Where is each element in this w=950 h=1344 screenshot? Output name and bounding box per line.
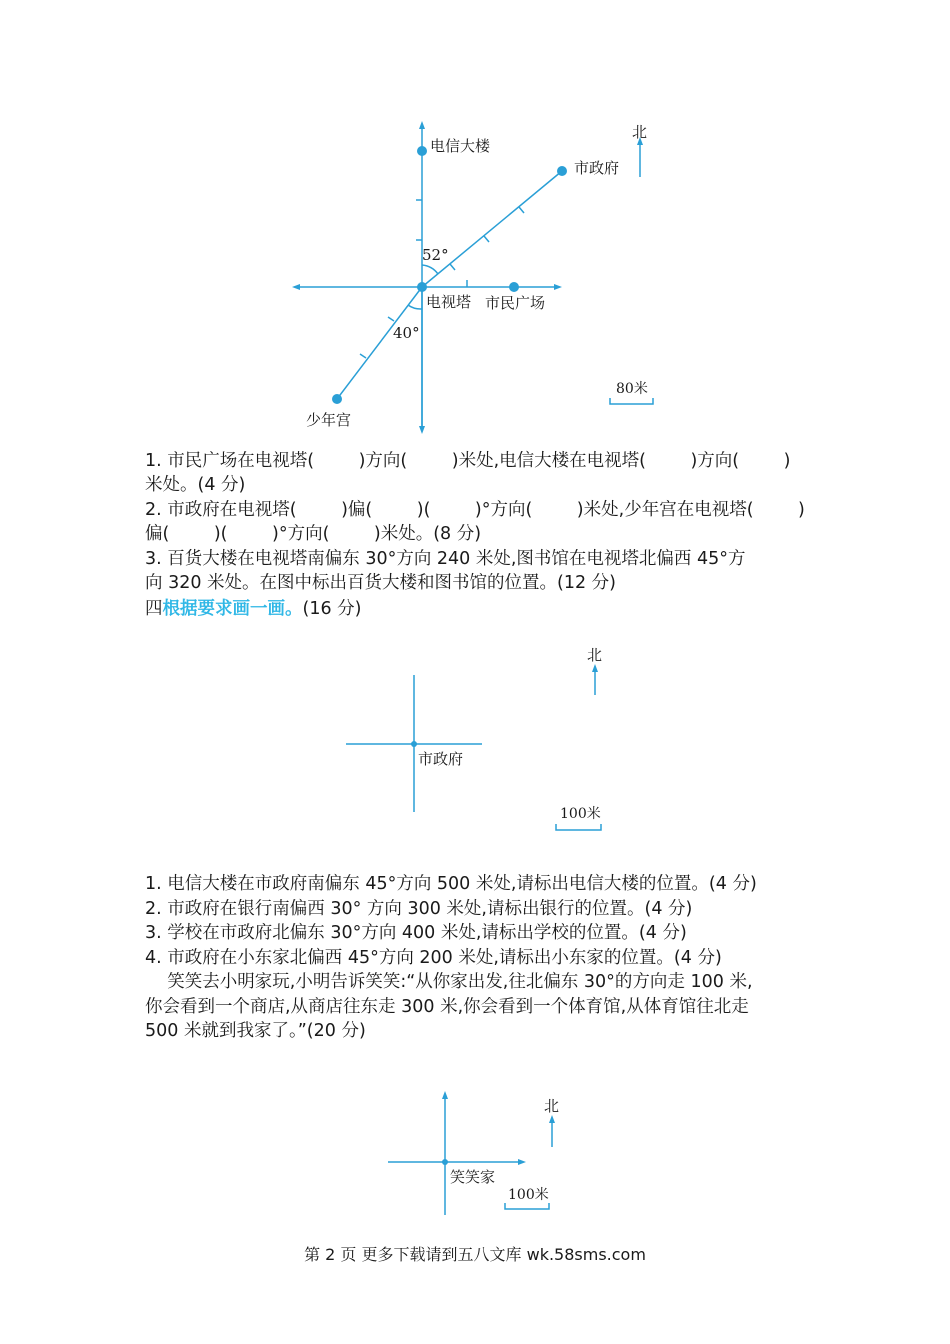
section4-heading bbox=[145, 597, 362, 621]
scale-bar bbox=[505, 1203, 549, 1209]
q4-line-2: 2. 市政府在银行南偏西 30° 方向 300 米处,请标出银行的位置。(4 分) bbox=[145, 899, 693, 919]
angle-sw: 40° bbox=[393, 324, 420, 342]
q3-line-1: 1. 市民广场在电视塔( )方向( )米处,电信大楼在电视塔( )方向( ) bbox=[145, 451, 791, 471]
scale-label: 80米 bbox=[616, 381, 648, 397]
label-city-gov: 市政府 bbox=[574, 159, 620, 177]
youth-palace-dot bbox=[332, 394, 342, 404]
ray-to-youth-palace bbox=[337, 287, 422, 399]
center-dot bbox=[411, 741, 417, 747]
figure3-direction-map bbox=[380, 1085, 580, 1225]
telecom-dot bbox=[417, 146, 427, 156]
q3-line-4: 偏( )( )°方向( )米处。(8 分) bbox=[145, 524, 482, 544]
q4-line-4: 4. 市政府在小东家北偏西 45°方向 200 米处,请标出小东家的位置。(4 分) bbox=[145, 948, 722, 968]
q3-line-5: 3. 百货大楼在电视塔南偏东 30°方向 240 米处,图书馆在电视塔北偏西 45°方 bbox=[145, 549, 746, 569]
scale-label: 100米 bbox=[560, 806, 601, 822]
north-label: 北 bbox=[544, 1097, 560, 1115]
label-telecom: 电信大楼 bbox=[430, 137, 491, 155]
center-dot bbox=[442, 1159, 448, 1165]
north-label: 北 bbox=[632, 123, 648, 141]
q4-line-3: 3. 学校在市政府北偏东 30°方向 400 米处,请标出学校的位置。(4 分) bbox=[145, 923, 687, 943]
north-label: 北 bbox=[587, 646, 603, 664]
story-line-2: 你会看到一个商店,从商店往东走 300 米,你会看到一个体育馆,从体育馆往北走 bbox=[145, 997, 749, 1017]
q4-line-1: 1. 电信大楼在市政府南偏东 45°方向 500 米处,请标出电信大楼的位置。(4 分) bbox=[145, 874, 757, 894]
scale-label: 100米 bbox=[508, 1187, 549, 1203]
figure1-direction-map bbox=[280, 115, 680, 435]
angle-ne: 52° bbox=[422, 246, 449, 264]
scale-bar bbox=[610, 398, 653, 404]
figure2-direction-map bbox=[340, 640, 620, 840]
section4-number: 四 bbox=[145, 599, 163, 619]
plaza-dot bbox=[509, 282, 519, 292]
label-youth-palace: 少年宫 bbox=[306, 411, 352, 429]
label-plaza: 市民广场 bbox=[485, 294, 546, 312]
section4-points: (16 分) bbox=[302, 599, 362, 619]
tv-tower-dot bbox=[417, 282, 427, 292]
page-footer: 第 2 页 更多下载请到五八文库 wk.58sms.com bbox=[304, 1245, 646, 1264]
story-line-1: 笑笑去小明家玩,小明告诉笑笑:“从你家出发,往北偏东 30°的方向走 100 米, bbox=[145, 972, 753, 992]
q3-line-3: 2. 市政府在电视塔( )偏( )( )°方向( )米处,少年宫在电视塔( ) bbox=[145, 500, 805, 520]
q3-line-6: 向 320 米处。在图中标出百货大楼和图书馆的位置。(12 分) bbox=[145, 573, 617, 593]
label-tv-tower: 电视塔 bbox=[426, 293, 472, 311]
scale-bar bbox=[556, 824, 601, 830]
label-center: 笑笑家 bbox=[450, 1168, 496, 1186]
q3-line-2: 米处。(4 分) bbox=[145, 475, 246, 495]
label-center: 市政府 bbox=[418, 750, 464, 768]
city-gov-dot bbox=[557, 166, 567, 176]
section4-title: 根据要求画一画。 bbox=[162, 599, 303, 619]
ray-to-city-gov bbox=[422, 171, 562, 287]
story-line-3: 500 米就到我家了。”(20 分) bbox=[145, 1021, 366, 1041]
